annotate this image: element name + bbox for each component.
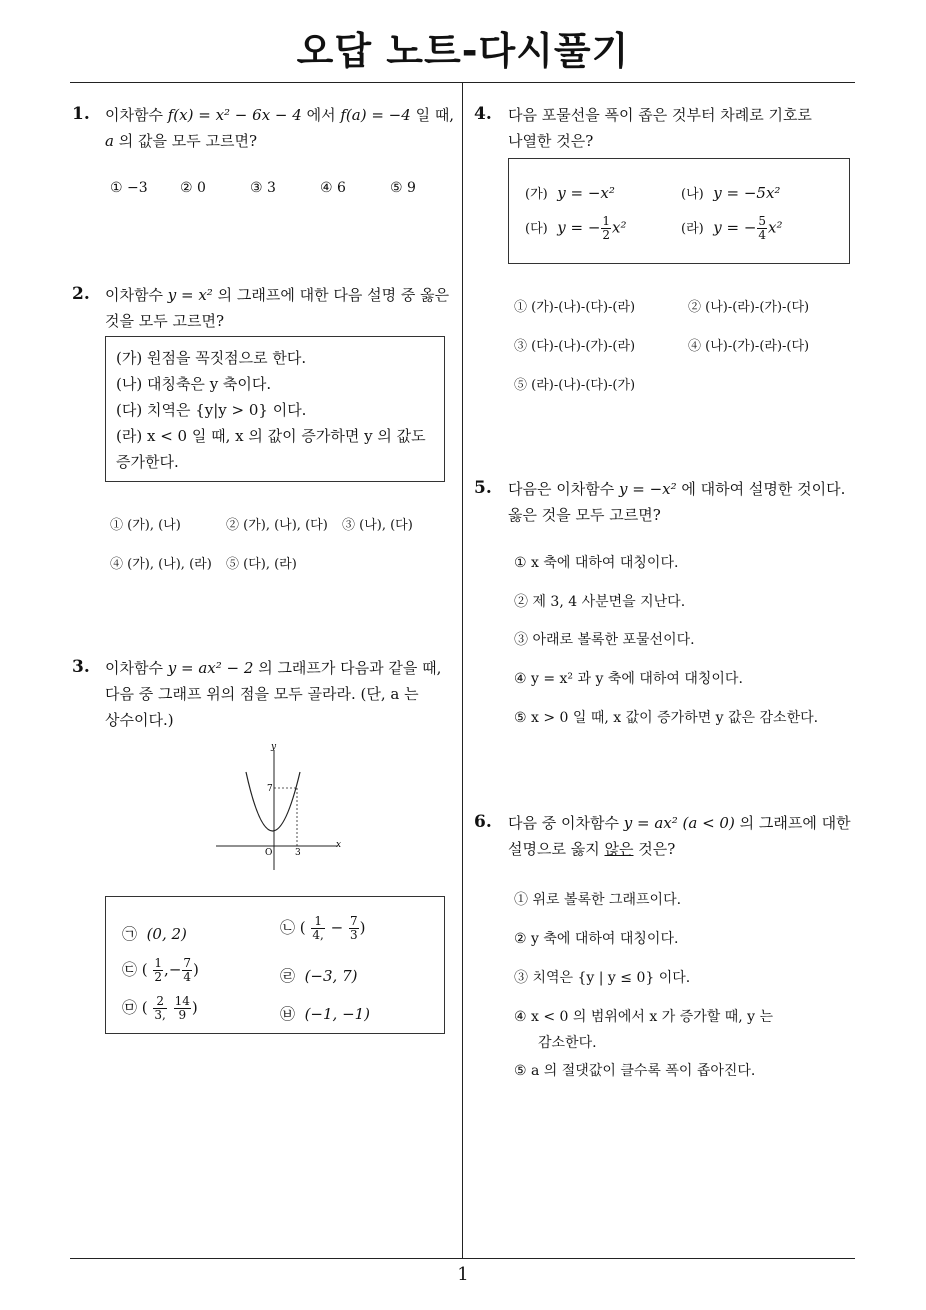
q1-option-1[interactable]: ① −3 bbox=[110, 180, 148, 196]
q4-eq-na: (나) y = −5x² bbox=[681, 184, 781, 202]
q5-option-1[interactable]: ① x 축에 대하여 대칭이다. bbox=[514, 555, 679, 571]
page-title: 오답 노트-다시풀기 bbox=[296, 29, 630, 73]
graph-x-label: x bbox=[336, 840, 342, 850]
q2-option-1[interactable]: ① (가), (나) bbox=[110, 518, 181, 533]
q6-option-4-cont: 감소한다. bbox=[538, 1035, 597, 1051]
q1-option-4[interactable]: ④ 6 bbox=[320, 180, 346, 196]
graph-x-tick: 3 bbox=[295, 848, 301, 858]
question-5-number: 5. bbox=[474, 478, 492, 498]
q4-option-4[interactable]: ④ (나)-(가)-(라)-(다) bbox=[688, 339, 810, 354]
q3-point-c: ㉢ ( $\frac{1}{2}$ ,− $\frac{7}{4}$ ) bbox=[122, 956, 199, 984]
bottom-rule bbox=[70, 1258, 855, 1259]
q6-option-2[interactable]: ② y 축에 대하여 대칭이다. bbox=[514, 931, 679, 947]
graph-origin-label: O bbox=[265, 848, 273, 858]
emphasis-not: 않은 bbox=[604, 840, 634, 858]
graph-y-tick: 7 bbox=[267, 784, 273, 794]
q6-option-5[interactable]: ⑤ a 의 절댓값이 클수록 폭이 좁아진다. bbox=[514, 1063, 756, 1079]
question-3-number: 3. bbox=[72, 657, 90, 677]
question-1-number: 1. bbox=[72, 104, 90, 124]
question-1-text: 이차함수 f(x) = x² − 6x − 4 에서 f(a) = −4 일 때, a 의 값을 모두 고르면? bbox=[105, 106, 455, 150]
q2-statement-da: (다) 치역은 {y|y > 0} 이다. bbox=[116, 401, 307, 419]
q4-parabola-box bbox=[508, 158, 850, 264]
q2-option-3[interactable]: ③ (나), (다) bbox=[342, 518, 413, 533]
q2-statement-ra: (라) x < 0 일 때, x 의 값이 증가하면 y 의 값도 bbox=[116, 427, 426, 445]
q1-option-3[interactable]: ③ 3 bbox=[250, 180, 276, 196]
q1-option-2[interactable]: ② 0 bbox=[180, 180, 206, 196]
question-5-text: 다음은 이차함수 y = −x² 에 대하여 설명한 것이다. 옳은 것을 모두 고르면? bbox=[508, 480, 846, 524]
q1-option-5[interactable]: ⑤ 9 bbox=[390, 180, 416, 196]
q2-statement-na: (나) 대칭축은 y 축이다. bbox=[116, 375, 272, 393]
q4-option-1[interactable]: ① (가)-(나)-(다)-(라) bbox=[514, 300, 636, 315]
q4-eq-da: (다) y = − $\frac{1}{2}$ x² bbox=[525, 214, 627, 242]
q4-eq-ra: (라) y = − $\frac{5}{4}$ x² bbox=[681, 214, 783, 242]
question-4-text: 다음 포물선을 폭이 좁은 것부터 차례로 기호로 나열한 것은? bbox=[508, 106, 812, 150]
q6-option-4[interactable]: ④ x < 0 의 범위에서 x 가 증가할 때, y 는 bbox=[514, 1009, 774, 1025]
q4-option-2[interactable]: ② (나)-(라)-(가)-(다) bbox=[688, 300, 810, 315]
page-number: 1 bbox=[457, 1264, 469, 1285]
question-6-number: 6. bbox=[474, 812, 492, 832]
q2-statement-ra-cont: 증가한다. bbox=[116, 453, 179, 471]
column-divider bbox=[462, 83, 463, 1259]
q2-option-4[interactable]: ④ (가), (나), (라) bbox=[110, 557, 212, 572]
q5-option-2[interactable]: ② 제 3, 4 사분면을 지난다. bbox=[514, 594, 686, 610]
question-2-number: 2. bbox=[72, 284, 90, 304]
q5-option-3[interactable]: ③ 아래로 볼록한 포물선이다. bbox=[514, 632, 695, 648]
q2-option-5[interactable]: ⑤ (다), (라) bbox=[226, 557, 297, 572]
q4-eq-ga: (가) y = −x² bbox=[525, 184, 615, 202]
q3-point-d: ㉣ (−3, 7) bbox=[280, 967, 358, 985]
q6-option-1[interactable]: ① 위로 볼록한 그래프이다. bbox=[514, 892, 682, 908]
parabola-graph bbox=[210, 740, 350, 875]
q2-statement-ga: (가) 원점을 꼭짓점으로 한다. bbox=[116, 349, 307, 367]
q2-statement-box bbox=[105, 336, 445, 482]
graph-y-label: y bbox=[271, 742, 277, 752]
q6-option-3[interactable]: ③ 치역은 {y | y ≤ 0} 이다. bbox=[514, 970, 691, 986]
question-4-number: 4. bbox=[474, 104, 492, 124]
q5-option-4[interactable]: ④ y = x² 과 y 축에 대하여 대칭이다. bbox=[514, 671, 743, 687]
q2-option-2[interactable]: ② (가), (나), (다) bbox=[226, 518, 328, 533]
q3-point-f: ㉥ (−1, −1) bbox=[280, 1005, 371, 1023]
q3-points-box bbox=[105, 896, 445, 1034]
q5-option-5[interactable]: ⑤ x > 0 일 때, x 값이 증가하면 y 값은 감소한다. bbox=[514, 710, 819, 726]
q3-point-e: ㉤ ( $\frac{2}{3,}$ $\frac{14}{9}$ ) bbox=[122, 994, 198, 1022]
question-2-text: 이차함수 y = x² 의 그래프에 대한 다음 설명 중 옳은 것을 모두 고르면? bbox=[105, 286, 450, 330]
q4-option-5[interactable]: ⑤ (라)-(나)-(다)-(가) bbox=[514, 378, 636, 393]
q3-point-b: ㉡ ( $\frac{1}{4,}$ − $\frac{7}{3}$ ) bbox=[280, 914, 366, 942]
parabola-curve bbox=[246, 772, 300, 831]
q4-option-3[interactable]: ③ (다)-(나)-(가)-(라) bbox=[514, 339, 636, 354]
question-3-text: 이차함수 y = ax² − 2 의 그래프가 다음과 같을 때, 다음 중 그래프 위의 점을 모두 골라라. (단, a 는 상수이다.) bbox=[105, 659, 442, 729]
question-6-text: 다음 중 이차함수 y = ax² (a < 0) 의 그래프에 대한 설명으로 옳지 않은 것은? bbox=[508, 814, 851, 858]
q3-point-a: ㉠ (0, 2) bbox=[122, 925, 187, 943]
